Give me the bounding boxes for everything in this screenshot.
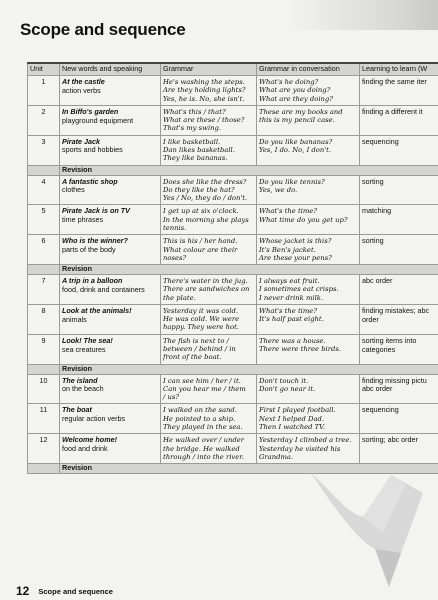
grammar-line: There's water in the jug. bbox=[163, 277, 248, 286]
vocabulary-set: on the beach bbox=[62, 384, 104, 394]
learning-cell: finding missing pictu abc order bbox=[360, 374, 438, 404]
grammar-line: I like basketball. bbox=[163, 137, 221, 146]
learning-cell: sorting bbox=[360, 235, 438, 265]
conversation-line: What's the time? bbox=[259, 207, 317, 216]
grammar-line: through / into the river. bbox=[163, 452, 244, 461]
revision-label: Revision bbox=[60, 464, 438, 474]
swoosh-logo-watermark bbox=[305, 455, 435, 590]
conversation-line: What's he doing? bbox=[259, 78, 319, 86]
unit-topic: Look! The sea! bbox=[62, 335, 113, 345]
revision-label: Revision bbox=[60, 265, 438, 275]
grammar-line: What colour are their bbox=[163, 245, 238, 254]
unit-number: 7 bbox=[28, 275, 60, 305]
conversation-line: I always eat fruit. bbox=[259, 277, 320, 286]
table-row bbox=[28, 105, 438, 135]
table-row bbox=[28, 135, 438, 165]
grammar-line: What's this / that? bbox=[163, 107, 226, 116]
page-title: Scope and sequence bbox=[20, 20, 186, 39]
learning-cell: sorting; abc order bbox=[360, 434, 438, 464]
table-row bbox=[28, 275, 438, 305]
table-header-row bbox=[28, 63, 438, 76]
grammar-line: The fish is next to / bbox=[163, 336, 229, 345]
learning-cell: finding a different it bbox=[360, 105, 438, 135]
conversation-line: I sometimes eat crisps. bbox=[259, 285, 339, 294]
grammar-cell bbox=[161, 205, 257, 235]
unit-topic: The island bbox=[62, 375, 98, 385]
grammar-cell bbox=[161, 76, 257, 106]
unit-number: 4 bbox=[28, 175, 60, 205]
header-unit: Unit bbox=[28, 63, 60, 76]
vocabulary-set: sports and hobbies bbox=[62, 145, 123, 155]
page-footer bbox=[16, 584, 113, 598]
grammar-cell bbox=[161, 135, 257, 165]
unit-topic: A trip in a balloon bbox=[62, 276, 123, 286]
table-row bbox=[28, 404, 438, 434]
unit-topic: Pirate Jack is on TV bbox=[62, 206, 130, 216]
vocabulary-set: clothes bbox=[62, 185, 85, 195]
revision-row bbox=[28, 265, 438, 275]
grammar-line: He walked over / under bbox=[163, 436, 244, 445]
new-words-cell bbox=[60, 434, 161, 464]
conversation-line: These are my books and bbox=[259, 107, 343, 116]
grammar-line: tennis. bbox=[163, 223, 187, 232]
learning-cell: sorting bbox=[360, 175, 438, 205]
header-learning-to-learn: Learning to learn (W bbox=[360, 63, 438, 76]
unit-number: 11 bbox=[28, 404, 60, 434]
conversation-line: Don't go near it. bbox=[259, 384, 316, 393]
conversation-line: What are you doing? bbox=[259, 86, 331, 95]
conversation-line: Do you like tennis? bbox=[259, 177, 325, 186]
vocabulary-set: time phrases bbox=[62, 215, 104, 225]
unit-number: 5 bbox=[28, 205, 60, 235]
new-words-cell bbox=[60, 105, 161, 135]
grammar-line: Yes, he is. No, she isn't. bbox=[163, 94, 245, 103]
conversation-cell bbox=[257, 304, 360, 334]
table-row bbox=[28, 304, 438, 334]
conversation-line: First I played football. bbox=[259, 406, 336, 415]
conversation-line: Don't touch it. bbox=[259, 376, 309, 385]
unit-number: 12 bbox=[28, 434, 60, 464]
grammar-cell bbox=[161, 304, 257, 334]
conversation-line: It's Ben's jacket. bbox=[259, 245, 316, 254]
conversation-line: this is my pencil case. bbox=[259, 116, 335, 125]
grammar-line: / us? bbox=[163, 393, 179, 402]
grammar-line: Can you hear me / them bbox=[163, 384, 246, 393]
grammar-line: What are these / those? bbox=[163, 116, 245, 125]
grammar-line: Does she like the dress? bbox=[163, 177, 247, 186]
unit-number: 3 bbox=[28, 135, 60, 165]
conversation-line: What's the time? bbox=[259, 306, 317, 315]
grammar-line: That's my swing. bbox=[163, 124, 222, 133]
grammar-line: Do they like the hat? bbox=[163, 185, 235, 194]
conversation-cell bbox=[257, 404, 360, 434]
vocabulary-set: playground equipment bbox=[62, 115, 134, 125]
conversation-cell bbox=[257, 235, 360, 265]
grammar-line: He's washing the steps. bbox=[163, 78, 245, 86]
conversation-line: What are they doing? bbox=[259, 94, 333, 103]
learning-cell: matching bbox=[360, 205, 438, 235]
learning-cell: sorting items into categories bbox=[360, 334, 438, 364]
grammar-line: the plate. bbox=[163, 293, 196, 302]
new-words-cell bbox=[60, 76, 161, 106]
revision-unit-cell bbox=[28, 364, 60, 374]
revision-unit-cell bbox=[28, 165, 60, 175]
grammar-line: between / behind / in bbox=[163, 345, 236, 354]
table-row bbox=[28, 374, 438, 404]
header-grammar: Grammar bbox=[161, 63, 257, 76]
footer-label: Scope and sequence bbox=[38, 586, 113, 596]
vocabulary-set: parts of the body bbox=[62, 245, 116, 254]
grammar-cell bbox=[161, 235, 257, 265]
unit-topic: Who is the winner? bbox=[62, 236, 128, 246]
grammar-line: Yesterday it was cold. bbox=[163, 306, 238, 315]
unit-number: 1 bbox=[28, 76, 60, 106]
page-number: 12 bbox=[16, 584, 30, 598]
grammar-cell bbox=[161, 434, 257, 464]
new-words-cell bbox=[60, 374, 161, 404]
grammar-line: happy. They were hot. bbox=[163, 323, 239, 332]
conversation-line: What time do you get up? bbox=[259, 215, 348, 224]
unit-number: 10 bbox=[28, 374, 60, 404]
conversation-line: Yes, we do. bbox=[259, 185, 298, 194]
conversation-cell bbox=[257, 135, 360, 165]
vocabulary-set: sea creatures bbox=[62, 344, 106, 354]
grammar-cell bbox=[161, 105, 257, 135]
conversation-line: Yesterday I climbed a tree. bbox=[259, 436, 352, 445]
conversation-line: Then I watched TV. bbox=[259, 423, 326, 431]
grammar-line: He was cold. We were bbox=[163, 315, 240, 324]
new-words-cell bbox=[60, 235, 161, 265]
new-words-cell bbox=[60, 334, 161, 364]
unit-number: 8 bbox=[28, 304, 60, 334]
conversation-line: It's half past eight. bbox=[259, 315, 324, 324]
revision-unit-cell bbox=[28, 464, 60, 474]
conversation-cell bbox=[257, 175, 360, 205]
learning-cell: finding the same iter bbox=[360, 76, 438, 106]
new-words-cell bbox=[60, 205, 161, 235]
new-words-cell bbox=[60, 304, 161, 334]
conversation-line: Next I helped Dad. bbox=[259, 414, 325, 423]
conversation-line: Yesterday he visited his bbox=[259, 444, 341, 453]
new-words-cell bbox=[60, 275, 161, 305]
conversation-line: Are these your pens? bbox=[259, 253, 332, 262]
grammar-cell bbox=[161, 374, 257, 404]
grammar-line: the bridge. He walked bbox=[163, 444, 240, 453]
vocabulary-set: food, drink and containers bbox=[62, 284, 145, 294]
revision-row bbox=[28, 364, 438, 374]
unit-number: 2 bbox=[28, 105, 60, 135]
revision-row bbox=[28, 165, 438, 175]
conversation-line: There was a house. bbox=[259, 336, 326, 345]
grammar-line: noses? bbox=[163, 253, 187, 262]
conversation-cell bbox=[257, 334, 360, 364]
grammar-line: In the morning she plays bbox=[163, 215, 249, 224]
unit-topic: In Biffo's garden bbox=[62, 106, 119, 116]
learning-cell: sequencing bbox=[360, 135, 438, 165]
unit-topic: Look at the animals! bbox=[62, 305, 132, 315]
header-new-words: New words and speaking bbox=[60, 63, 161, 76]
table-row bbox=[28, 175, 438, 205]
revision-label: Revision bbox=[60, 165, 438, 175]
conversation-line: Grandma. bbox=[259, 452, 294, 461]
grammar-line: They like bananas. bbox=[163, 154, 228, 163]
conversation-line: Do you like bananas? bbox=[259, 137, 333, 146]
unit-topic: Pirate Jack bbox=[62, 136, 100, 146]
grammar-cell bbox=[161, 275, 257, 305]
unit-number: 9 bbox=[28, 334, 60, 364]
grammar-line: I get up at six o'clock. bbox=[163, 207, 239, 216]
table-row bbox=[28, 334, 438, 364]
learning-cell: finding mistakes; abc order bbox=[360, 304, 438, 334]
unit-topic: A fantastic shop bbox=[62, 176, 118, 186]
grammar-line: I can see him / her / it. bbox=[163, 376, 241, 385]
grammar-cell bbox=[161, 334, 257, 364]
grammar-line: He pointed to a ship. bbox=[163, 414, 236, 423]
unit-topic: At the castle bbox=[62, 77, 105, 86]
page-corner-shade bbox=[288, 0, 438, 30]
conversation-cell bbox=[257, 105, 360, 135]
conversation-line: Whose jacket is this? bbox=[259, 237, 332, 246]
vocabulary-set: food and drink bbox=[62, 444, 108, 454]
unit-number: 6 bbox=[28, 235, 60, 265]
conversation-cell bbox=[257, 275, 360, 305]
conversation-line: Yes, I do. No, I don't. bbox=[259, 145, 332, 154]
grammar-line: I walked on the sand. bbox=[163, 406, 237, 415]
grammar-cell bbox=[161, 175, 257, 205]
new-words-cell bbox=[60, 404, 161, 434]
unit-topic: The boat bbox=[62, 405, 92, 415]
revision-label: Revision bbox=[60, 364, 438, 374]
grammar-line: This is his / her hand. bbox=[163, 237, 238, 246]
table-body bbox=[28, 76, 438, 474]
conversation-cell bbox=[257, 76, 360, 106]
conversation-line: I never drink milk. bbox=[259, 293, 324, 302]
vocabulary-set: animals bbox=[62, 314, 87, 324]
grammar-line: front of the boat. bbox=[163, 353, 222, 362]
conversation-line: There were three birds. bbox=[259, 345, 341, 354]
learning-cell: abc order bbox=[360, 275, 438, 305]
new-words-cell bbox=[60, 175, 161, 205]
grammar-cell bbox=[161, 404, 257, 434]
grammar-line: They played in the sea. bbox=[163, 423, 243, 431]
table-row bbox=[28, 205, 438, 235]
vocabulary-set: regular action verbs bbox=[62, 414, 126, 424]
vocabulary-set: action verbs bbox=[62, 85, 101, 95]
grammar-line: Yes / No, they do / don't. bbox=[163, 194, 248, 203]
conversation-cell bbox=[257, 374, 360, 404]
new-words-cell bbox=[60, 135, 161, 165]
revision-unit-cell bbox=[28, 265, 60, 275]
unit-topic: Welcome home! bbox=[62, 435, 117, 445]
grammar-line: There are sandwiches on bbox=[163, 285, 250, 294]
learning-cell: sequencing bbox=[360, 404, 438, 434]
header-grammar-conversation: Grammar in conversation bbox=[257, 63, 360, 76]
conversation-cell bbox=[257, 205, 360, 235]
table-row bbox=[28, 235, 438, 265]
grammar-line: Are they holding lights? bbox=[163, 86, 246, 95]
scope-table bbox=[27, 62, 438, 474]
table-row bbox=[28, 76, 438, 106]
grammar-line: Dan likes basketball. bbox=[163, 145, 235, 154]
